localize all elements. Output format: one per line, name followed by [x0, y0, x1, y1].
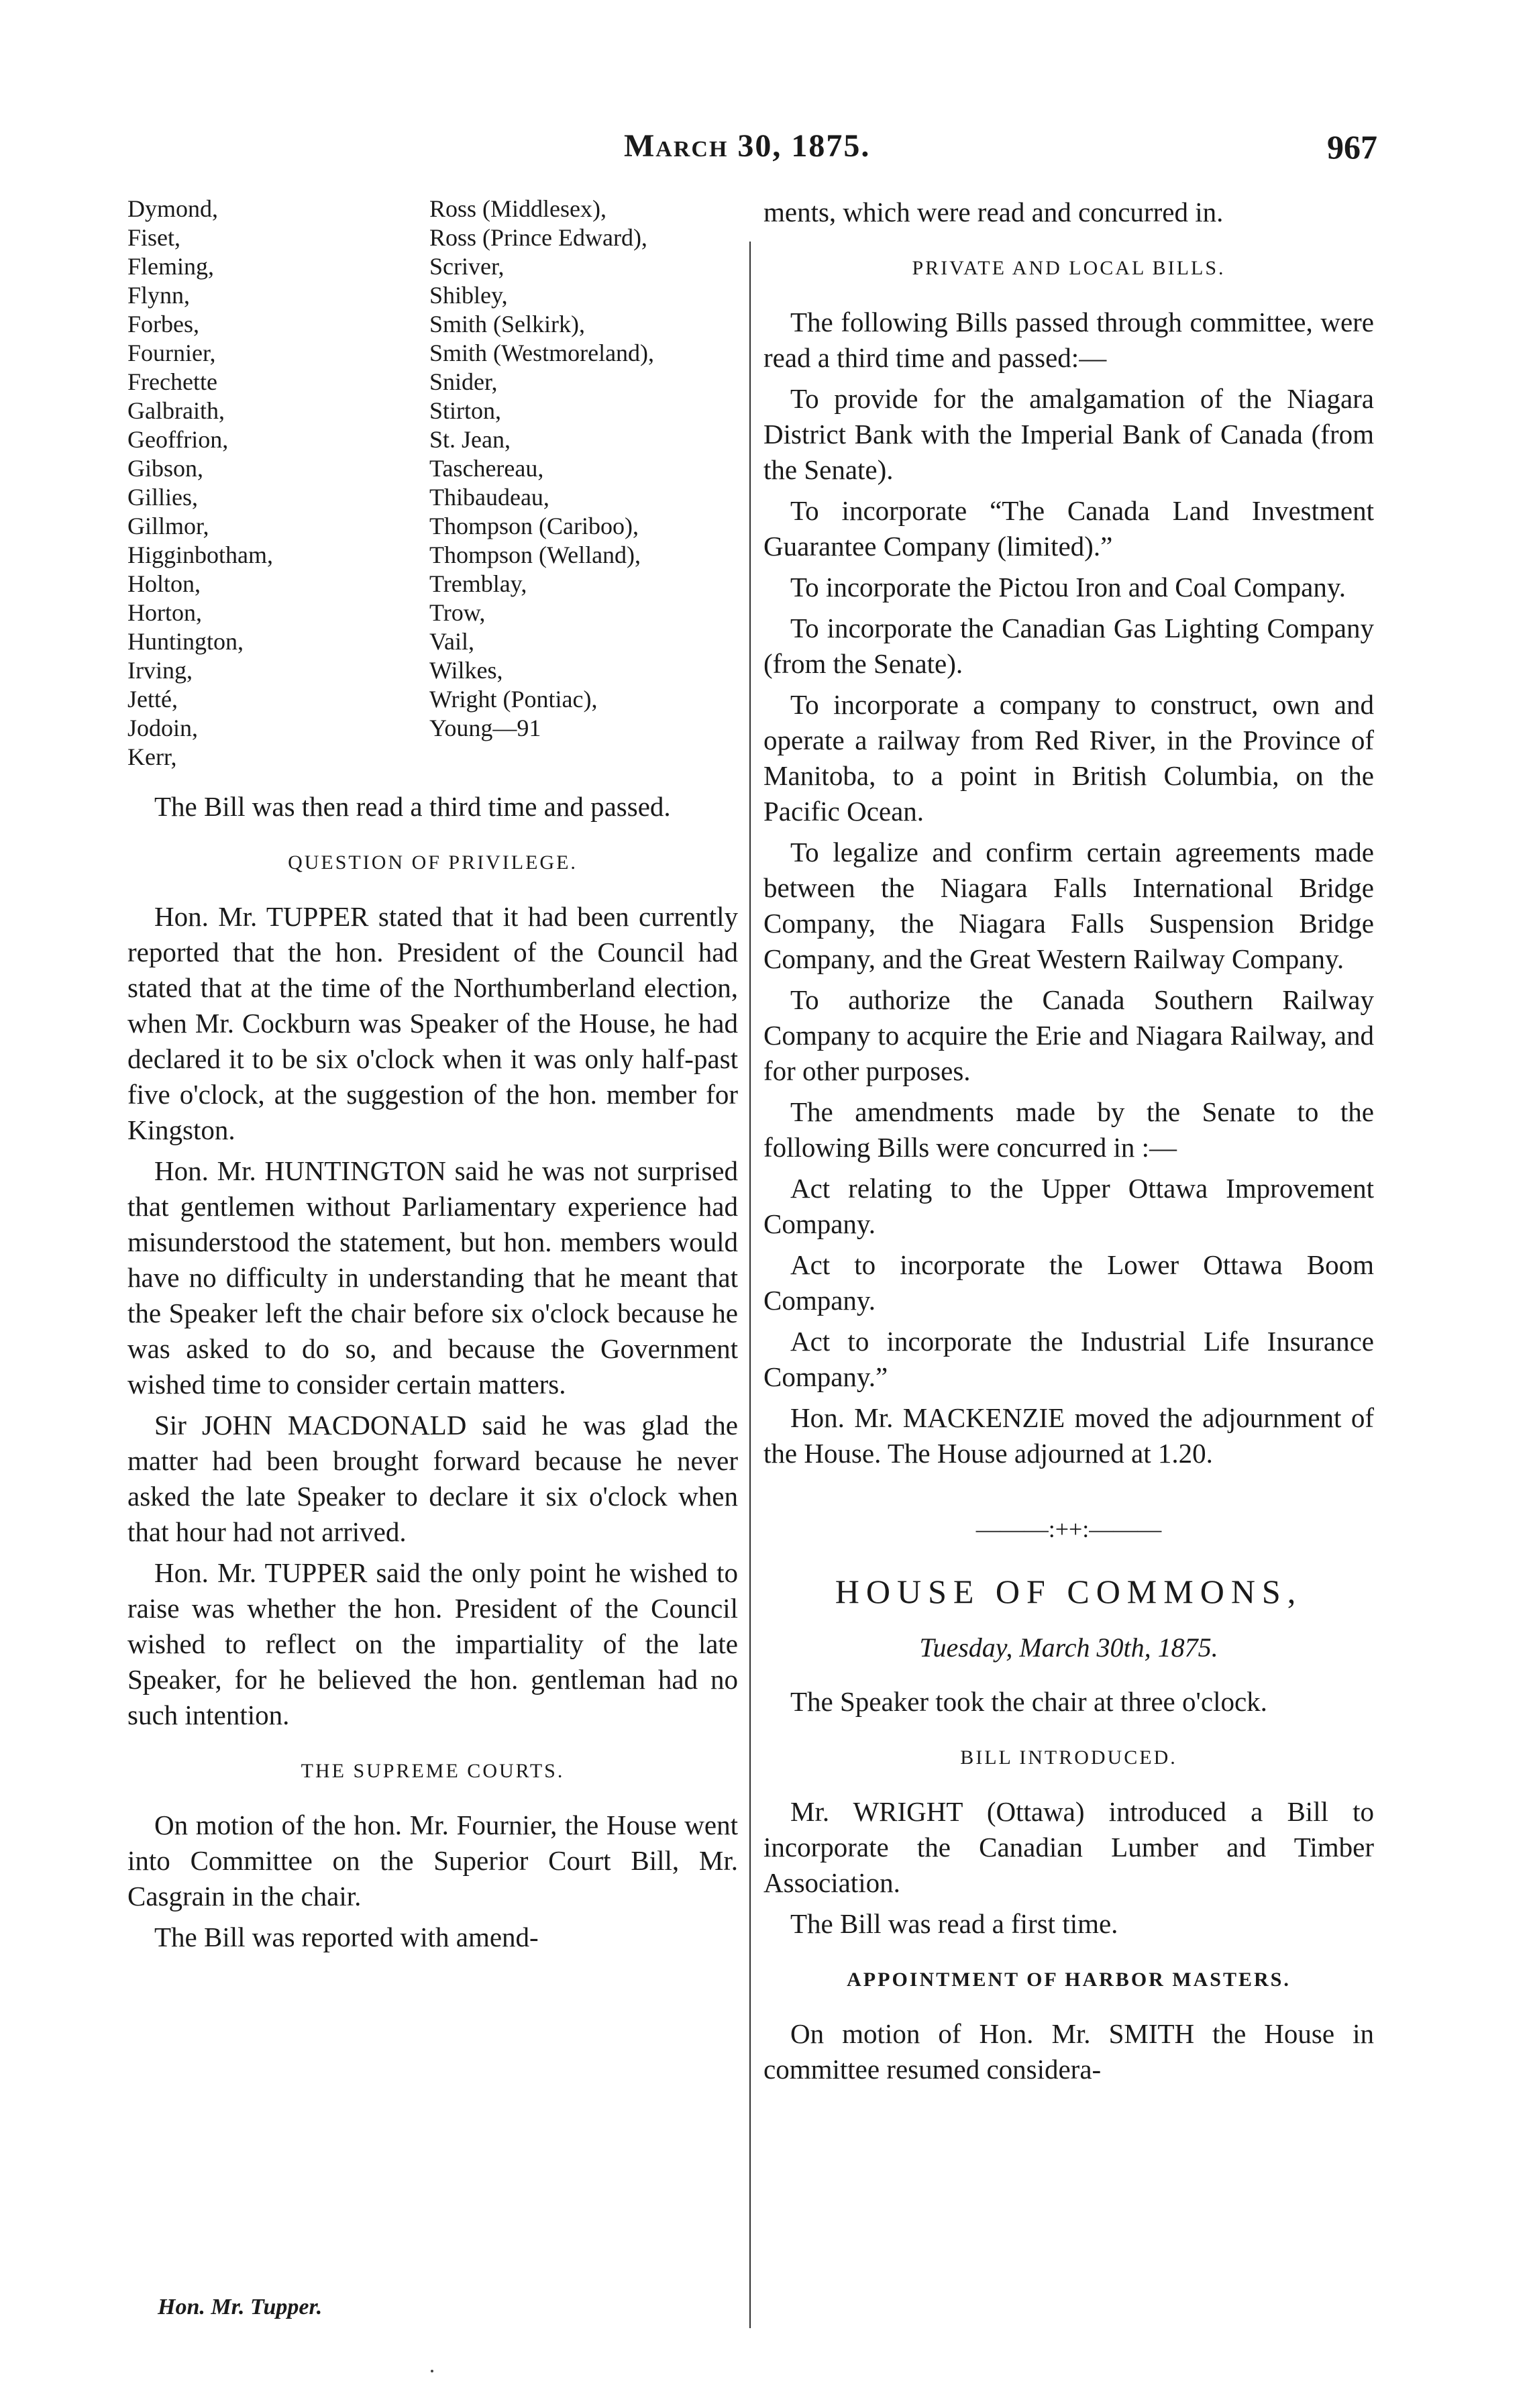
voter-name: Gibson, — [127, 455, 204, 482]
voter-name: Jetté, — [127, 686, 178, 713]
paragraph-macdonald: Sir JOHN MACDONALD said he was glad the matter had been brought forward because he never asked the late Speaker to declare it six o'clock when that hour had not arrived. — [127, 1410, 738, 1547]
paragraph-tupper-statement: Hon. Mr. TUPPER stated that it had been currently reported that the hon. President of the Council had stated that at the time of the Northumberland election, when Mr. Cockburn was Speaker of the House, he had declared it to be six o'clock when it was only half-past five o'clock, at the suggestion of the hon. member for Kingston. — [127, 901, 738, 1145]
voter-name: Scriver, — [429, 253, 505, 280]
footer-signature: Hon. Mr. Tupper. — [158, 2295, 323, 2319]
voter-name: Vail, — [429, 628, 474, 655]
bill-item: To incorporate the Pictou Iron and Coal Company. — [790, 572, 1346, 603]
heading-question-of-privilege: QUESTION OF PRIVILEGE. — [288, 851, 578, 874]
paragraph-third-reading: The Bill was then read a third time and passed. — [154, 791, 671, 822]
division-list-right — [429, 195, 731, 772]
dateline: Tuesday, March 30th, 1875. — [919, 1632, 1218, 1663]
right-column — [763, 195, 1374, 2093]
voter-name: Frechette — [127, 368, 217, 395]
paragraph-first-reading: The Bill was read a first time. — [790, 1908, 1118, 1939]
voter-name: Young—91 — [429, 715, 541, 741]
paragraph-senate-amendments: The amendments made by the Senate to the following Bills were concurred in :— — [763, 1096, 1374, 1163]
left-column — [127, 195, 738, 1960]
column-rule — [749, 242, 751, 2328]
paragraph-fournier-motion: On motion of the hon. Mr. Fournier, the House went into Committee on the Superior Court Bill, Mr. Casgrain in the chair. — [127, 1810, 738, 1912]
voter-name: Horton, — [127, 599, 202, 626]
paragraph-wright-bill: Mr. WRIGHT (Ottawa) introduced a Bill to incorporate the Canadian Lumber and Timber Association. — [763, 1796, 1374, 1898]
paragraph-smith-motion: On motion of Hon. Mr. SMITH the House in committee resumed considera- — [763, 2018, 1374, 2085]
division-list — [127, 195, 738, 772]
act-item: Act relating to the Upper Ottawa Improvement Company. — [763, 1173, 1374, 1239]
heading-supreme-courts: THE SUPREME COURTS. — [301, 1760, 565, 1782]
voter-name: Ross (Prince Edward), — [429, 224, 647, 251]
voter-name: Galbraith, — [127, 397, 225, 424]
voter-name: Higginbotham, — [127, 541, 273, 568]
voter-name: Fournier, — [127, 339, 216, 366]
page-number: 967 — [1327, 128, 1377, 166]
voter-name: Smith (Westmoreland), — [429, 339, 655, 366]
voter-name: Shibley, — [429, 282, 508, 309]
bill-item: To incorporate “The Canada Land Investment Guarantee Company (limited).” — [763, 495, 1374, 562]
page-speck — [431, 2370, 433, 2372]
act-item: Act to incorporate the Lower Ottawa Boom Company. — [763, 1249, 1374, 1316]
heading-harbor-masters: APPOINTMENT OF HARBOR MASTERS. — [847, 1969, 1291, 1991]
voter-name: Forbes, — [127, 311, 199, 337]
paragraph-huntington: Hon. Mr. HUNTINGTON said he was not surprised that gentlemen without Parliamentary experience had misunderstood the statement, but hon. members would have no difficulty in understanding that he meant that the Speaker left the chair before six o'clock because he was asked to do so, and because the Government wished time to consider certain matters. — [127, 1155, 738, 1400]
voter-name: St. Jean, — [429, 426, 511, 453]
voter-name: Huntington, — [127, 628, 244, 655]
voter-name: Holton, — [127, 570, 201, 597]
bill-item: To incorporate a company to construct, own and operate a railway from Red River, in the Province of Manitoba, to a point in British Columbia, on the Pacific Ocean. — [763, 689, 1374, 827]
voter-name: Thibaudeau, — [429, 484, 549, 511]
voter-name: Gillies, — [127, 484, 198, 511]
voter-name: Trow, — [429, 599, 486, 626]
voter-name: Wright (Pontiac), — [429, 686, 598, 713]
voter-name: Stirton, — [429, 397, 502, 424]
voter-name: Dymond, — [127, 195, 218, 222]
paragraph-speaker-chair: The Speaker took the chair at three o'clock. — [790, 1686, 1267, 1717]
voter-name: Tremblay, — [429, 570, 527, 597]
section-divider: ———:++:——— — [975, 1516, 1162, 1542]
voter-name: Fleming, — [127, 253, 215, 280]
heading-bill-introduced: BILL INTRODUCED. — [960, 1746, 1177, 1769]
bill-item: To incorporate the Canadian Gas Lighting Company (from the Senate). — [763, 613, 1374, 679]
voter-name: Snider, — [429, 368, 498, 395]
bill-item: To provide for the amalgamation of the Niagara District Bank with the Imperial Bank of Canada (from the Senate). — [763, 383, 1374, 485]
voter-name: Smith (Selkirk), — [429, 311, 585, 337]
paragraph-continued: ments, which were read and concurred in. — [763, 197, 1224, 227]
act-item: Act to incorporate the Industrial Life Insurance Company.” — [763, 1326, 1374, 1392]
voter-name: Wilkes, — [429, 657, 503, 684]
paragraph-bill-reported: The Bill was reported with amend- — [154, 1922, 539, 1952]
voter-name: Taschereau, — [429, 455, 544, 482]
voter-name: Geoffrion, — [127, 426, 229, 453]
voter-name: Ross (Middlesex), — [429, 195, 606, 222]
bill-item: To legalize and confirm certain agreements made between the Niagara Falls International Bridge Company, the Niagara Falls Suspension Bridge Company, and the Great Western Railway Company. — [763, 837, 1374, 974]
page-header — [0, 127, 1533, 174]
paragraph-mackenzie-adjournment: Hon. Mr. MACKENZIE moved the adjournment of the House. The House adjourned at 1.20. — [763, 1402, 1374, 1469]
heading-house-of-commons: HOUSE OF COMMONS, — [835, 1573, 1303, 1610]
bill-item: To authorize the Canada Southern Railway Company to acquire the Erie and Niagara Railway, and for other purposes. — [763, 984, 1374, 1086]
voter-name: Kerr, — [127, 743, 177, 770]
paragraph-following-bills: The following Bills passed through committee, were read a third time and passed:— — [763, 307, 1374, 373]
header-title: March 30, 1875. — [624, 128, 871, 164]
voter-name: Thompson (Welland), — [429, 541, 641, 568]
paragraph-tupper-reply: Hon. Mr. TUPPER said the only point he wished to raise was whether the hon. President of the Council wished to reflect on the impartiality of the late Speaker, for he believed the hon. gentleman had no such intention. — [127, 1557, 738, 1730]
voter-name: Fiset, — [127, 224, 181, 251]
heading-private-local-bills: PRIVATE AND LOCAL BILLS. — [912, 257, 1226, 279]
voter-name: Gillmor, — [127, 513, 209, 539]
division-list-left — [127, 195, 429, 772]
voter-name: Jodoin, — [127, 715, 199, 741]
voter-name: Flynn, — [127, 282, 191, 309]
voter-name: Irving, — [127, 657, 193, 684]
voter-name: Thompson (Cariboo), — [429, 513, 639, 539]
